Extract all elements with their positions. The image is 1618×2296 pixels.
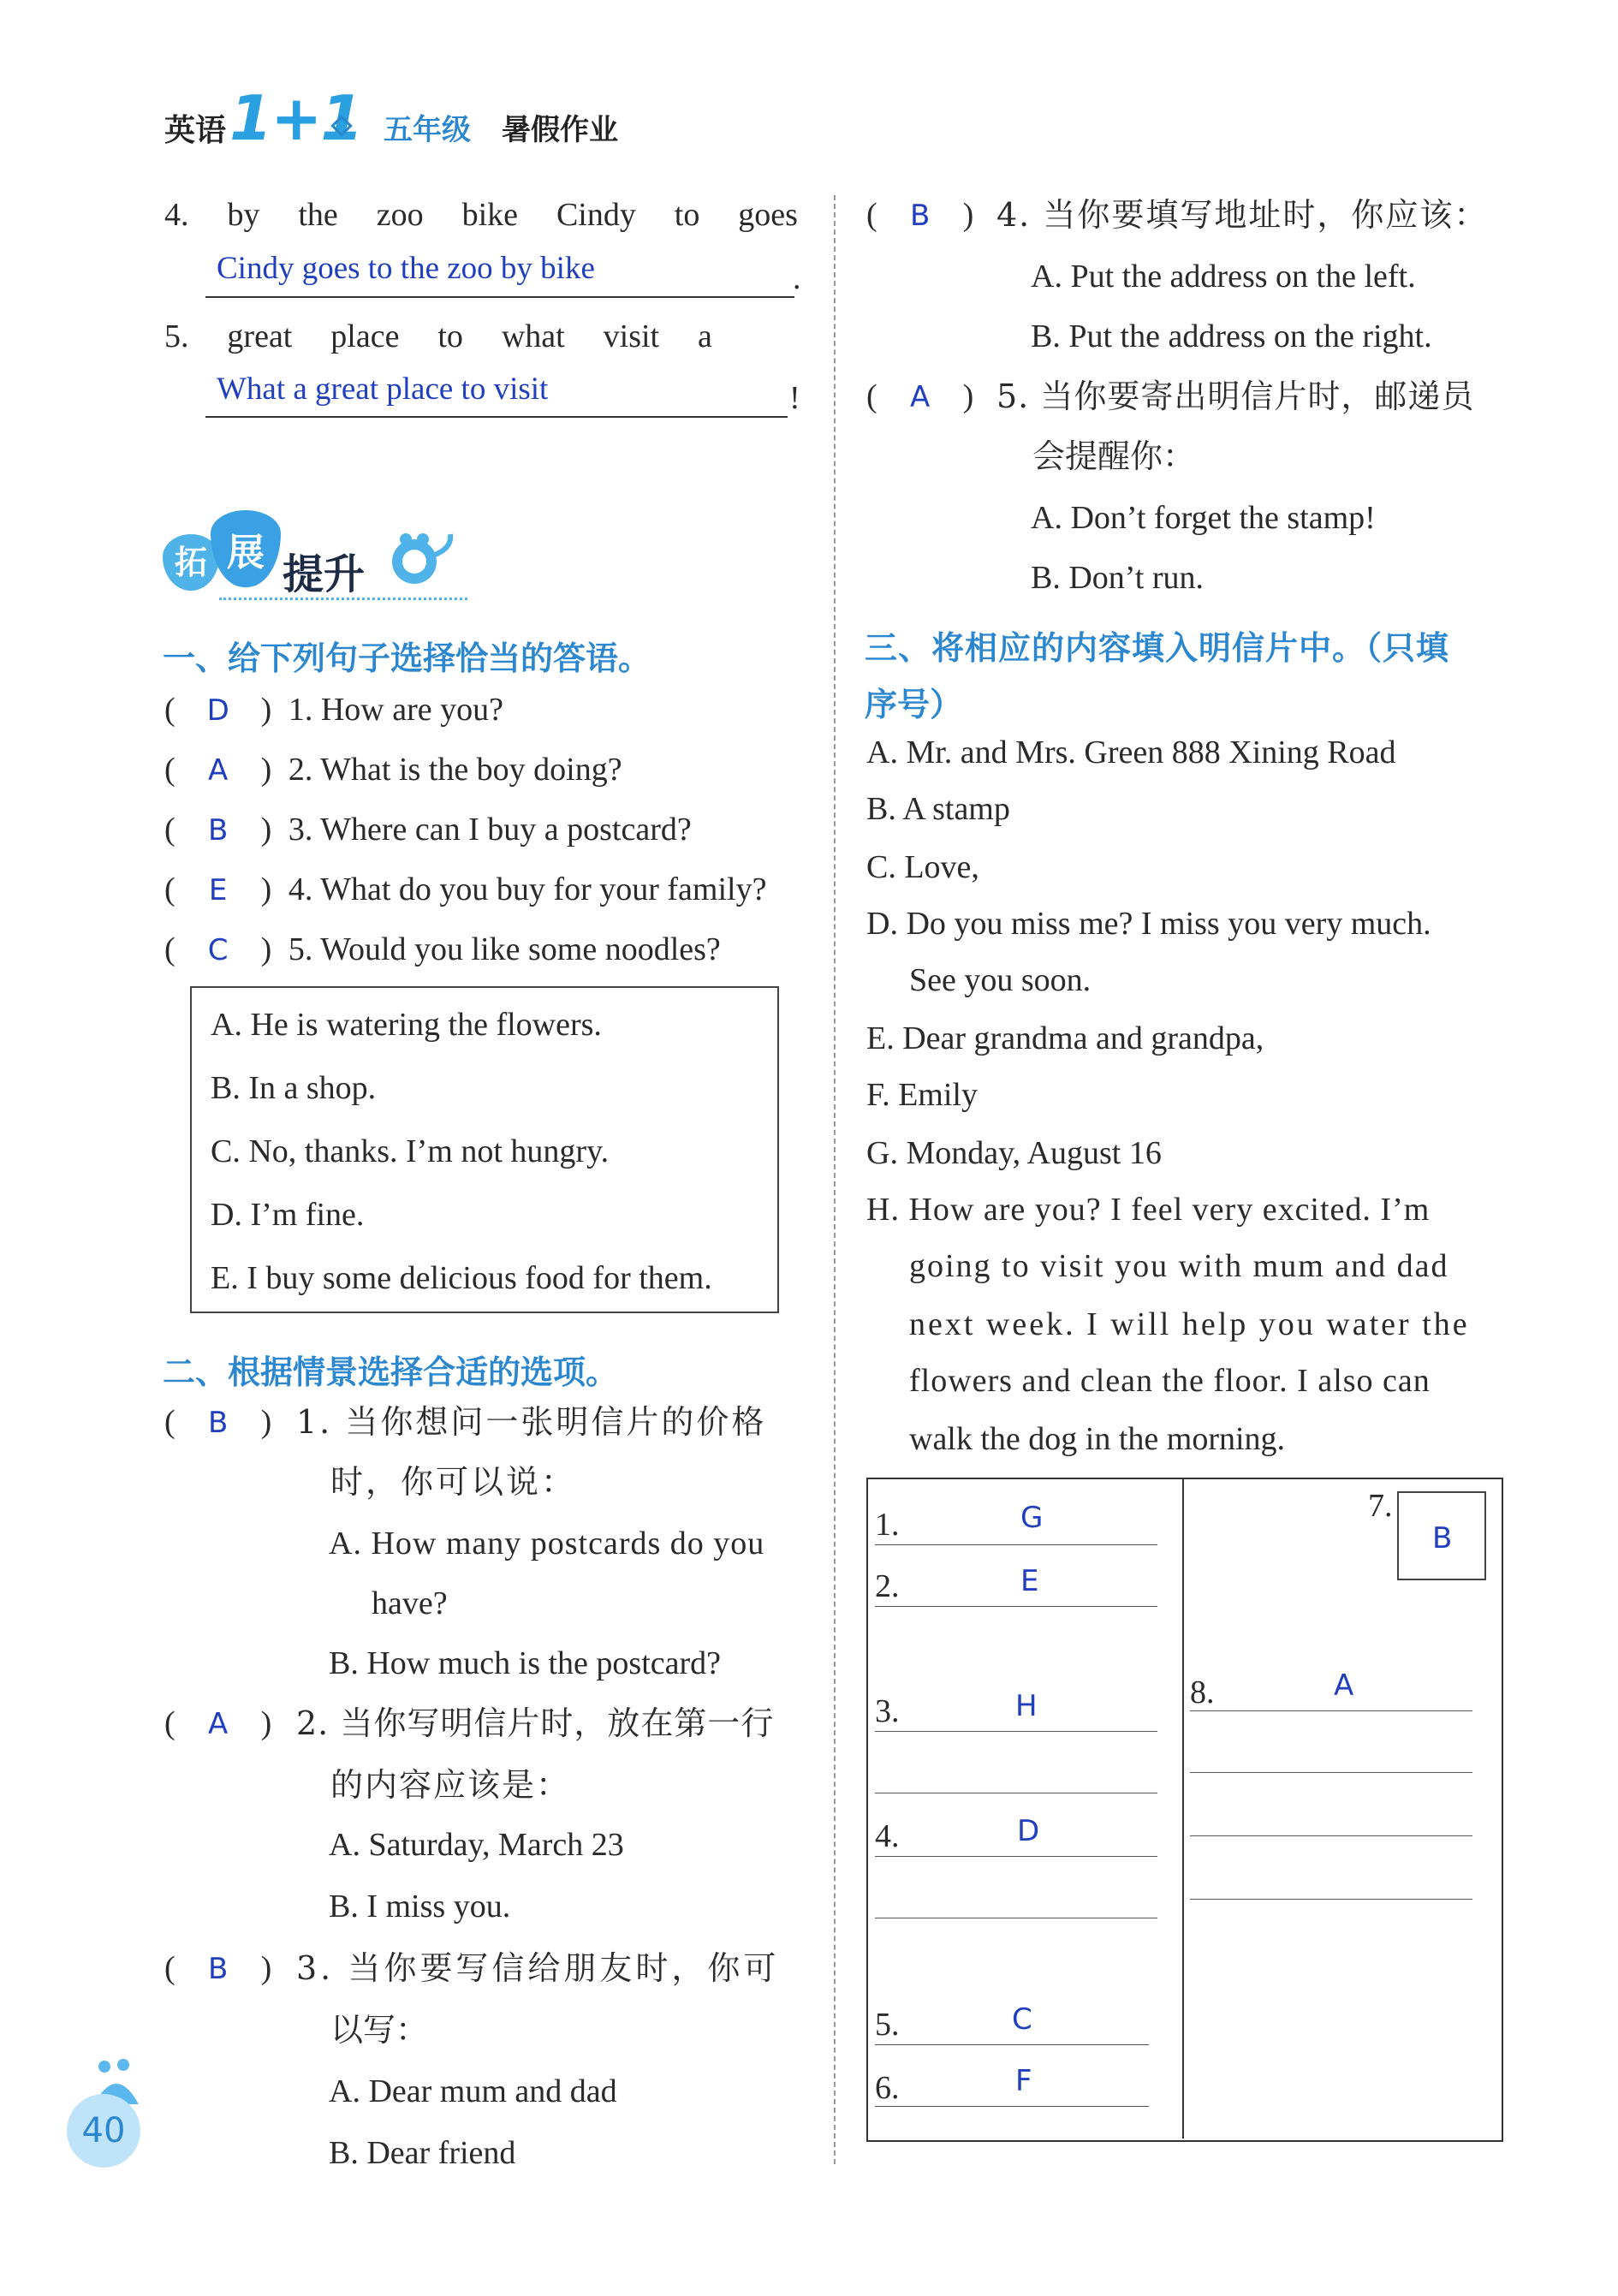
paren: (	[164, 1705, 175, 1741]
word: 5.	[164, 318, 189, 354]
part3-option-e: E. Dear grandma and grandpa,	[866, 1020, 1264, 1056]
paren: (	[866, 378, 877, 414]
paren: (	[866, 197, 877, 233]
part3-option-h-cont3: flowers and clean the floor. I also can	[909, 1363, 1431, 1399]
slot-2-num: 2.	[875, 1568, 900, 1604]
page-number: 40	[81, 2111, 126, 2150]
right-q5-b: B. Don’t run.	[1031, 560, 1204, 596]
paren: )	[260, 1404, 272, 1440]
part1-item-1	[164, 693, 503, 726]
left-q5-words	[164, 320, 712, 353]
page-number-badge	[67, 2094, 140, 2168]
part3-option-d-cont: See you soon.	[909, 962, 1092, 998]
part3-option-h-cont1: going to visit you with mum and dad	[909, 1248, 1449, 1284]
slot-6-answer: F	[1015, 2064, 1032, 2098]
option-b: B. In a shop.	[211, 1070, 377, 1106]
answer-letter: E	[208, 873, 228, 907]
paren: )	[260, 812, 272, 848]
word: by	[227, 197, 260, 233]
part3-option-h-cont4: walk the dog in the morning.	[909, 1421, 1286, 1457]
slot-4-num: 4.	[875, 1818, 900, 1854]
option-e: E. I buy some delicious food for them.	[211, 1260, 712, 1296]
part2-heading: 二、根据情景选择合适的选项。	[163, 1353, 619, 1391]
part3-option-f: F. Emily	[866, 1077, 978, 1113]
part2-q1-stem1: 1. 当你想问一张明信片的价格	[296, 1403, 767, 1441]
option-c: C. No, thanks. I’m not hungry.	[211, 1133, 610, 1169]
part2-q1-paren	[164, 1406, 271, 1438]
part3-option-d: D. Do you miss me? I miss you very much.	[866, 906, 1431, 942]
part3-option-c: C. Love,	[866, 849, 979, 885]
header-book: 暑假作业	[502, 113, 618, 147]
answer-letter: A	[208, 1707, 229, 1741]
slot-2-line	[875, 1606, 1157, 1607]
word: visit	[603, 318, 660, 354]
word: great	[227, 318, 293, 354]
word: bike	[461, 197, 518, 233]
answer-letter: D	[206, 693, 229, 728]
paren: )	[962, 197, 974, 233]
part2-q1-a2: have?	[372, 1585, 448, 1621]
paren: (	[164, 692, 175, 728]
part2-q1-b: B. How much is the postcard?	[329, 1645, 722, 1681]
header-brand-logo: 1+1	[229, 82, 362, 154]
slot-8-line-2	[1190, 1772, 1472, 1773]
part2-q3-b: B. Dear friend	[329, 2135, 516, 2171]
part3-option-a: A. Mr. and Mrs. Green 888 Xining Road	[866, 735, 1396, 770]
paren: (	[164, 931, 175, 967]
paren: (	[164, 1950, 175, 1986]
slot-8-num: 8.	[1190, 1674, 1215, 1710]
word: to	[437, 318, 463, 354]
header-subject: 英语	[164, 113, 227, 148]
left-q5-line	[205, 416, 788, 418]
question-text: 1. How are you?	[288, 692, 503, 728]
paren: )	[260, 692, 272, 728]
part3-option-h-cont2: next week. I will help you water the	[909, 1306, 1470, 1342]
answer-letter: A	[208, 753, 229, 788]
part2-q2-stem2: 的内容应该是：	[330, 1766, 571, 1804]
slot-6-num: 6.	[875, 2070, 900, 2106]
left-q5-answer: What a great place to visit	[217, 372, 549, 407]
slot-7-answer: B	[1432, 1521, 1453, 1555]
slot-2-answer: E	[1020, 1564, 1039, 1598]
paren: )	[260, 871, 272, 907]
word: zoo	[376, 197, 424, 233]
paren: (	[164, 752, 175, 788]
header-grade: 五年级	[384, 113, 471, 147]
right-q4-b: B. Put the address on the right.	[1031, 318, 1432, 354]
part2-q2-b: B. I miss you.	[329, 1889, 511, 1924]
question-text: 4. What do you buy for your family?	[288, 871, 767, 907]
slot-7-num: 7.	[1368, 1488, 1393, 1524]
slot-1-answer: G	[1020, 1501, 1044, 1535]
left-q5-end: !	[789, 380, 800, 416]
left-q4-words	[164, 199, 798, 231]
word: what	[501, 318, 565, 354]
right-q5-a: A. Don’t forget the stamp!	[1031, 500, 1376, 536]
right-q5-stem1: 5. 当你要寄出明信片时，邮递员	[996, 378, 1475, 415]
part3-heading-line2: 序号）	[865, 686, 963, 723]
left-q4-end: .	[793, 260, 801, 296]
slot-5-line	[875, 2044, 1149, 2045]
word: Cindy	[556, 197, 636, 233]
slot-3-answer: H	[1015, 1689, 1038, 1723]
part2-q2-a: A. Saturday, March 23	[329, 1827, 624, 1863]
part3-heading-line1: 三、将相应的内容填入明信片中。（只填	[865, 629, 1450, 667]
part1-item-4	[164, 873, 766, 906]
paren: )	[962, 378, 974, 414]
answer-letter: A	[910, 380, 931, 414]
answer-letter: B	[207, 1406, 229, 1440]
paren: )	[260, 1950, 272, 1986]
banner-underline	[219, 598, 467, 600]
right-q4-a: A. Put the address on the left.	[1031, 259, 1416, 294]
question-text: 3. Where can I buy a postcard?	[288, 812, 692, 848]
paren: )	[260, 931, 272, 967]
slot-3-line	[875, 1731, 1157, 1732]
part2-q3-stem2: 以写：	[330, 2011, 429, 2049]
slot-8-line-4	[1190, 1899, 1472, 1900]
slot-1-num: 1.	[875, 1507, 900, 1543]
slot-6-line	[875, 2106, 1149, 2107]
paren: )	[260, 752, 272, 788]
right-q5-stem2: 会提醒你：	[1032, 437, 1196, 475]
slot-8-answer: A	[1334, 1668, 1354, 1703]
word: to	[674, 197, 700, 233]
banner-char-2: 展	[227, 531, 265, 574]
paren: (	[164, 1404, 175, 1440]
mascot-icon	[380, 522, 457, 591]
column-divider	[834, 195, 836, 2164]
part2-q1-a1: A. How many postcards do you	[329, 1526, 765, 1561]
word: place	[330, 318, 400, 354]
part3-option-h: H. How are you? I feel very excited. I’m	[866, 1192, 1431, 1228]
option-a: A. He is watering the flowers.	[211, 1007, 602, 1043]
left-q4-line	[205, 296, 794, 298]
paren: (	[164, 812, 175, 848]
part2-q3-paren	[164, 1952, 271, 1984]
slot-4-line	[875, 1856, 1157, 1857]
slot-3-num: 3.	[875, 1693, 900, 1729]
paren: (	[164, 871, 175, 907]
slot-5-num: 5.	[875, 2007, 900, 2043]
part1-item-3	[164, 813, 692, 846]
question-text: 5. Would you like some noodles?	[288, 931, 721, 967]
part1-item-5	[164, 933, 721, 966]
part2-q3-a: A. Dear mum and dad	[329, 2073, 617, 2109]
part2-q1-stem2: 时，你可以说：	[330, 1463, 577, 1501]
right-q4-paren	[866, 199, 973, 231]
part1-heading: 一、给下列句子选择恰当的答语。	[163, 639, 651, 677]
part3-option-g: G. Monday, August 16	[866, 1135, 1162, 1171]
postcard-divider	[1182, 1479, 1184, 2138]
word: a	[698, 318, 712, 354]
slot-8-line-1	[1190, 1710, 1472, 1711]
answer-letter: B	[207, 813, 229, 848]
part2-q3-stem1: 3. 当你要写信给朋友时，你可	[296, 1949, 780, 1987]
answer-letter: B	[207, 1952, 229, 1986]
option-d: D. I’m fine.	[211, 1197, 365, 1233]
right-q5-paren	[866, 380, 973, 413]
slot-1-line	[875, 1544, 1157, 1545]
part2-q2-stem1: 2. 当你写明信片时，放在第一行	[296, 1704, 775, 1742]
banner-char-1: 拓	[174, 544, 207, 581]
section-banner	[159, 505, 476, 608]
part2-q2-paren	[164, 1707, 271, 1740]
paren: )	[260, 1705, 272, 1741]
banner-title: 提升	[283, 550, 366, 598]
left-q4-answer: Cindy goes to the zoo by bike	[217, 251, 595, 286]
banner-drop-2	[211, 510, 281, 587]
slot-4-answer: D	[1017, 1814, 1040, 1848]
word: goes	[738, 197, 798, 233]
right-q4-stem: 4. 当你要填写地址时，你应该：	[996, 196, 1489, 234]
part3-option-b: B. A stamp	[866, 791, 1010, 827]
answer-letter: B	[909, 199, 931, 233]
slot-8-line-3	[1190, 1835, 1472, 1836]
word: 4.	[164, 197, 189, 233]
part1-item-2	[164, 753, 622, 786]
question-text: 2. What is the boy doing?	[288, 752, 622, 788]
word: the	[298, 197, 338, 233]
slot-5-answer: C	[1012, 2002, 1032, 2037]
answer-letter: C	[207, 933, 229, 967]
